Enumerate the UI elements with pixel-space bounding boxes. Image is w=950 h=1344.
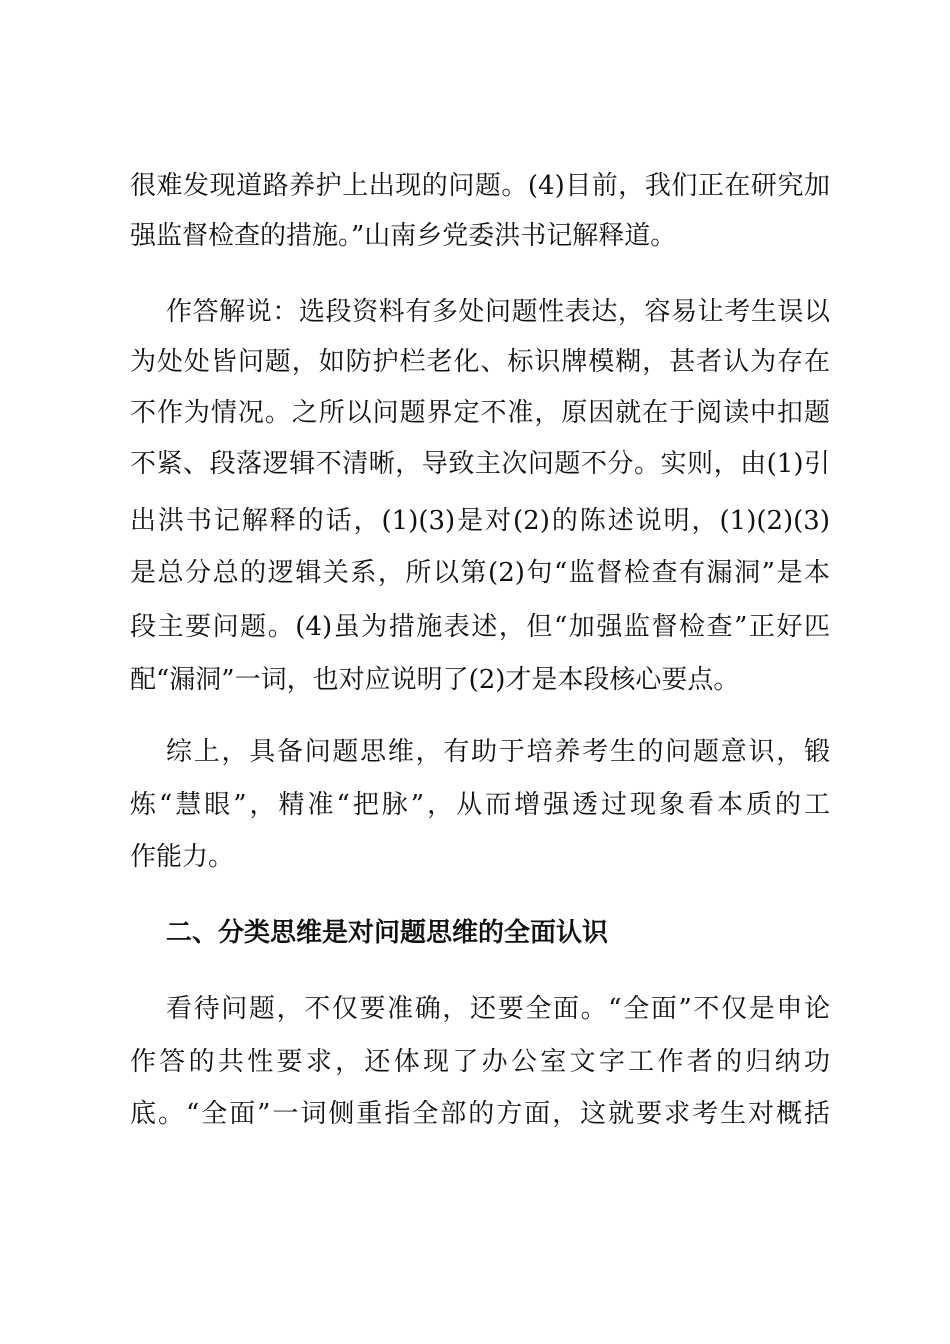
text-line: 为处处皆问题，如防护栏老化、标识牌模糊，甚者认为存在 (130, 347, 830, 377)
text-line: 配“漏洞”一词，也对应说明了(2)才是本段核心要点。 (130, 665, 740, 695)
text-line: 不紧、段落逻辑不清晰，导致主次问题不分。实则，由(1)引 (130, 449, 830, 479)
text-line: 不作为情况。之所以问题界定不准，原因就在于阅读中扣题 (130, 398, 830, 428)
section-heading: 二、分类思维是对问题思维的全面认识 (166, 918, 609, 948)
text-line: 作答解说：选段资料有多处问题性表达，容易让考生误以 (166, 297, 830, 327)
text-line: 看待问题，不仅要准确，还要全面。“全面”不仅是申论 (166, 994, 830, 1024)
text-line: 强监督检查的措施。”山南乡党委洪书记解释道。 (130, 221, 677, 251)
text-line: 底。“全面”一词侧重指全部的方面，这就要求考生对概括 (130, 1099, 830, 1129)
text-line: 段主要问题。(4)虽为措施表述，但“加强监督检查”正好匹 (130, 612, 830, 642)
text-line: 综上，具备问题思维，有助于培养考生的问题意识，锻 (166, 737, 830, 767)
text-line: 作能力。 (130, 842, 235, 872)
text-line: 很难发现道路养护上出现的问题。(4)目前，我们正在研究加 (130, 171, 830, 201)
text-line: 出洪书记解释的话，(1)(3)是对(2)的陈述说明，(1)(2)(3) (130, 506, 830, 536)
text-line: 是总分总的逻辑关系，所以第(2)句“监督检查有漏洞”是本 (130, 558, 830, 588)
text-line: 作答的共性要求，还体现了办公室文字工作者的归纳功 (130, 1047, 830, 1077)
text-line: 炼“慧眼”，精准“把脉”，从而增强透过现象看本质的工 (130, 790, 830, 820)
